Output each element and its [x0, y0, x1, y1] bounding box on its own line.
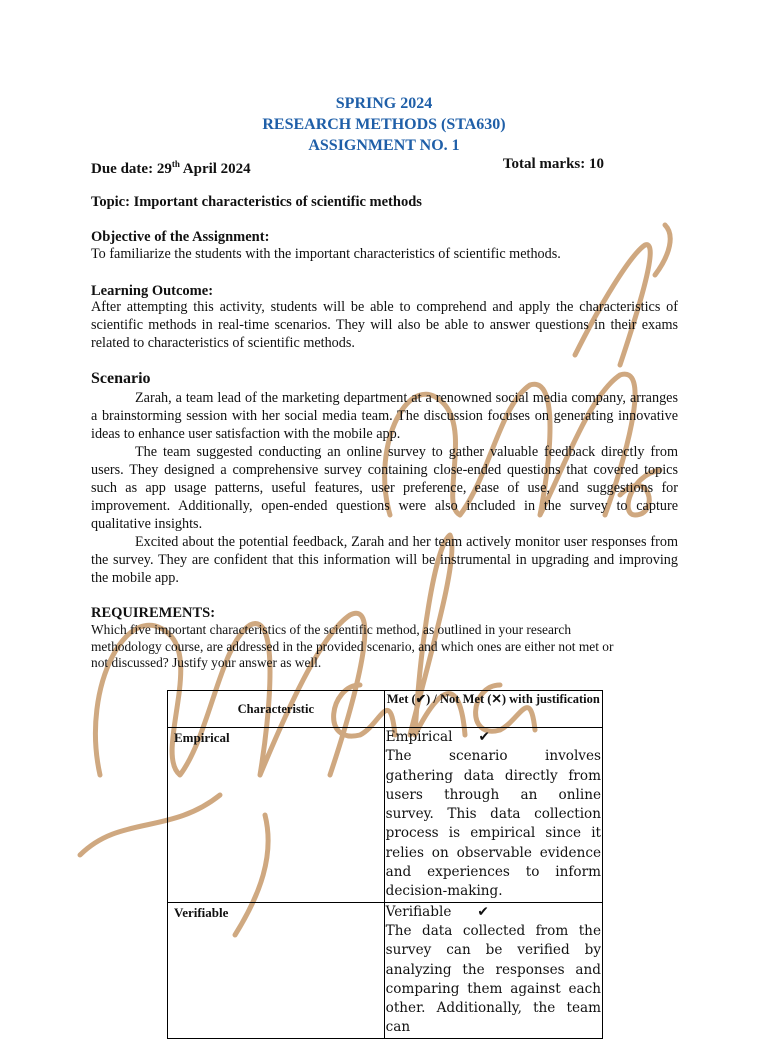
semester-title: SPRING 2024 — [335, 95, 433, 112]
row-text: The scenario involves gathering data directly from users through an online survey. This data collection process is empirical since it relies on observable evidence and experiences to inform decision-making. — [385, 748, 601, 900]
due-date: Due date: 29th April 2024 — [91, 159, 251, 177]
row-label-empirical: Empirical — [168, 728, 385, 903]
course-title: RESEARCH METHODS (STA630) — [262, 116, 506, 133]
row-justification-empirical — [384, 728, 602, 903]
row-title: Verifiable — [385, 903, 452, 920]
table-header-row — [168, 691, 603, 728]
outcome-heading: Learning Outcome: — [91, 283, 214, 299]
outcome-text: After attempting this activity, students will be able to comprehend and apply the characteristics of scientific methods in real-time scenarios. They will also be able to answer questions in their exams related to characteristics of scientific methods. — [91, 299, 678, 351]
column-header-characteristic: Characteristic — [168, 691, 385, 728]
row-title: Empirical — [385, 729, 453, 745]
scenario-paragraph-3: Excited about the potential feedback, Zarah and her team actively monitor user responses from the survey. They are confident that this information will be instrumental in upgrading and improving the mobile app. — [91, 534, 678, 586]
due-date-row — [91, 155, 604, 179]
total-marks: Total marks: 10 — [502, 156, 604, 172]
row-label-verifiable: Verifiable — [168, 902, 385, 1038]
scenario-paragraph-2: The team suggested conducting an online survey to gather valuable feedback directly from users. They designed a comprehensive survey containing close-ended questions that covered topics such as app usage patterns, useful features, user preference, ease of use, and suggestions for improvement. Additionally, open-ended questions were also included in the survey to capture qualitative insights. — [91, 444, 678, 532]
objective-heading: Objective of the Assignment: — [91, 229, 270, 245]
table-row — [168, 728, 603, 903]
objective-text: To familiarize the students with the important characteristics of scientific methods. — [91, 246, 561, 262]
checkmark-icon: ✔ — [477, 903, 489, 920]
characteristics-table — [167, 690, 603, 1039]
requirements-text: Which five important characteristics of the scientific method, as outlined in your research methodology course, are addressed in the provided scenario, and which ones are either not met or not discussed? Justify your answer as well. — [91, 622, 614, 670]
scenario-body — [91, 389, 678, 587]
scenario-heading: Scenario — [91, 370, 151, 387]
scenario-paragraph-1: Zarah, a team lead of the marketing department at a renowned social media company, arranges a brainstorming session with her social media team. The discussion focuses on generating innovative ideas to enhance user satisfaction with the mobile app. — [91, 390, 678, 442]
table-row — [168, 902, 603, 1038]
assignment-title: ASSIGNMENT NO. 1 — [308, 137, 460, 154]
requirements-heading: REQUIREMENTS: — [91, 605, 216, 621]
row-justification-verifiable — [384, 902, 602, 1038]
topic: Topic: Important characteristics of scientific methods — [91, 194, 422, 210]
row-text: The data collected from the survey can be verified by analyzing the responses and comparing them against each other. Additionally, the team can — [385, 922, 601, 1036]
checkmark-icon: ✔ — [478, 729, 490, 745]
column-header-met: Met (✔) / Not Met (✕) with justification — [384, 691, 602, 728]
